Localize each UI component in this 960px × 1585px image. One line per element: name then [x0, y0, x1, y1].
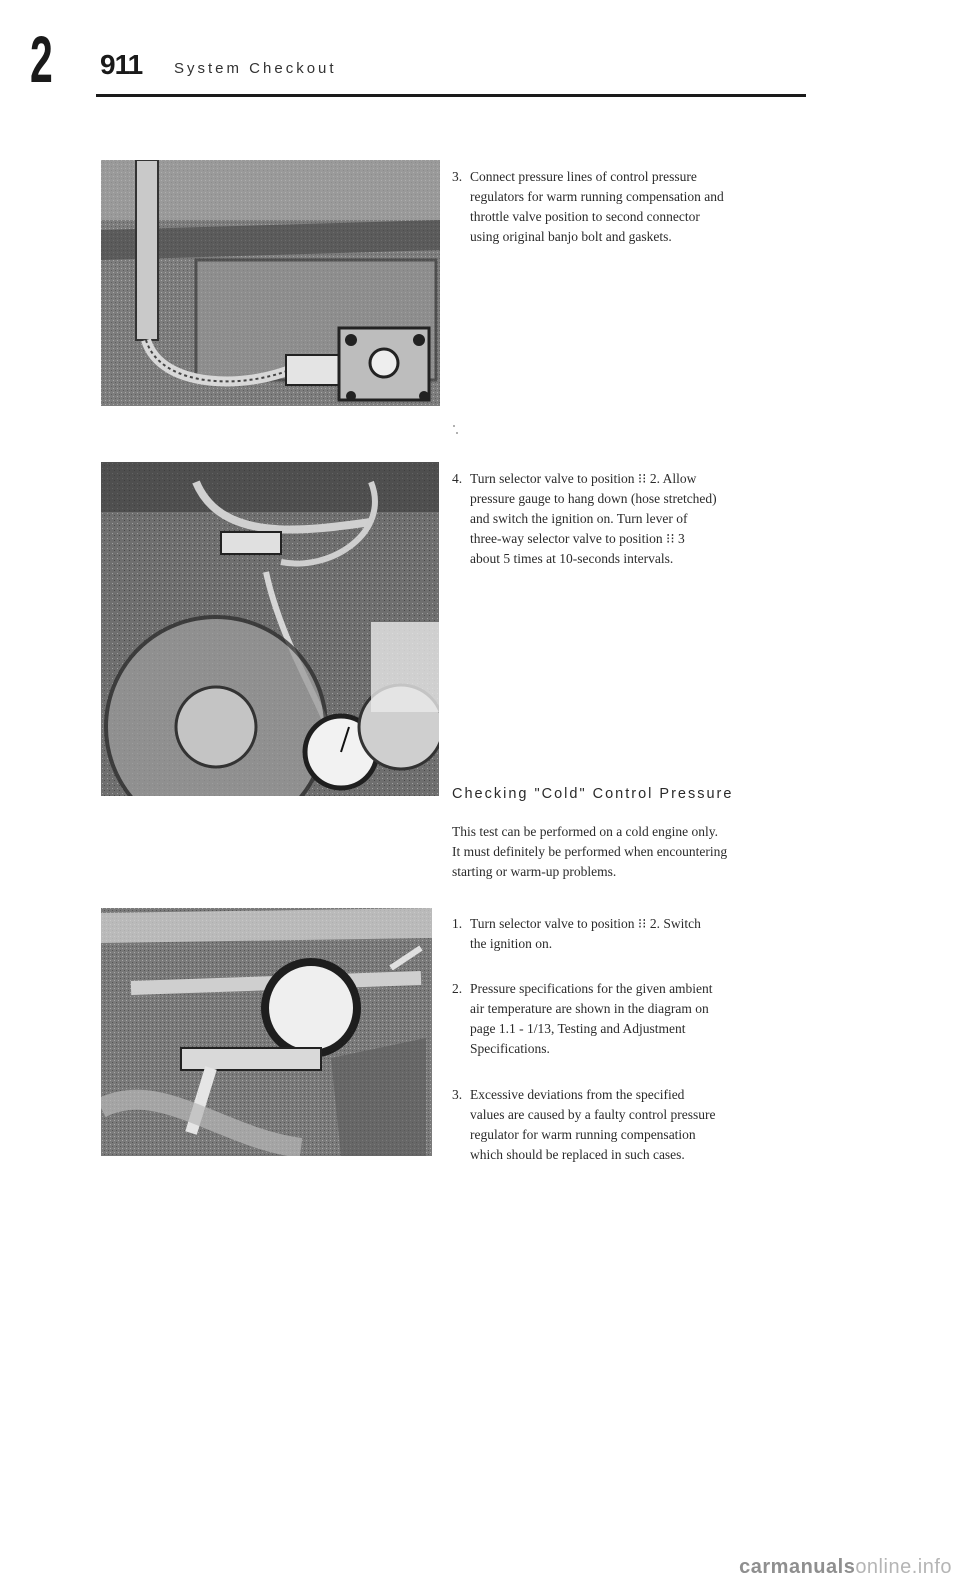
step-text: Turn selector valve to position ⁝⁝ 2. Switch the ignition on.	[470, 916, 701, 951]
list-item	[452, 979, 802, 1059]
list-item	[452, 914, 802, 954]
step-number: 3.	[452, 169, 463, 184]
scan-speck	[456, 432, 458, 434]
engine-photo-selector-valve	[101, 908, 432, 1156]
list-item	[452, 1085, 802, 1165]
watermark-suffix: online.info	[855, 1556, 952, 1578]
header-divider	[96, 94, 806, 97]
step-number: 2.	[452, 981, 463, 996]
section-title: System Checkout	[174, 60, 337, 77]
watermark	[739, 1556, 952, 1579]
section-heading: Checking "Cold" Control Pressure	[452, 786, 734, 802]
step-turn-selector-valve	[452, 469, 802, 569]
engine-photo-pressure-gauge	[101, 462, 439, 796]
step-number: 3.	[452, 1087, 463, 1102]
model-logo: 911	[100, 49, 143, 80]
engine-photo-connector	[101, 160, 440, 406]
step-number: 4.	[452, 471, 463, 486]
chapter-number: 2	[30, 22, 53, 96]
scan-speck	[453, 425, 455, 427]
watermark-prefix: carmanuals	[739, 1556, 856, 1578]
step-number: 1.	[452, 916, 463, 931]
step-connect-pressure-lines	[452, 167, 802, 247]
step-text: Turn selector valve to position ⁝⁝ 2. Allow pressure gauge to hang down (hose stretched) and switch the ignition on. Turn lever of three-way selector valve to position ⁝⁝ 3 about 5 times at 10-seconds intervals.	[470, 471, 717, 566]
step-text: Connect pressure lines of control pressure regulators for warm running compensation and throttle valve position to second connector using original banjo bolt and gaskets.	[470, 169, 724, 244]
step-text: Excessive deviations from the specified values are caused by a faulty control pressure regulator for warm running compensation which should be replaced in such cases.	[470, 1087, 716, 1162]
section-intro: This test can be performed on a cold engine only. It must definitely be performed when encountering starting or warm-up problems.	[452, 824, 728, 879]
step-text: Pressure specifications for the given ambient air temperature are shown in the diagram on page 1.1 - 1/13, Testing and Adjustment Specifications.	[470, 981, 713, 1056]
